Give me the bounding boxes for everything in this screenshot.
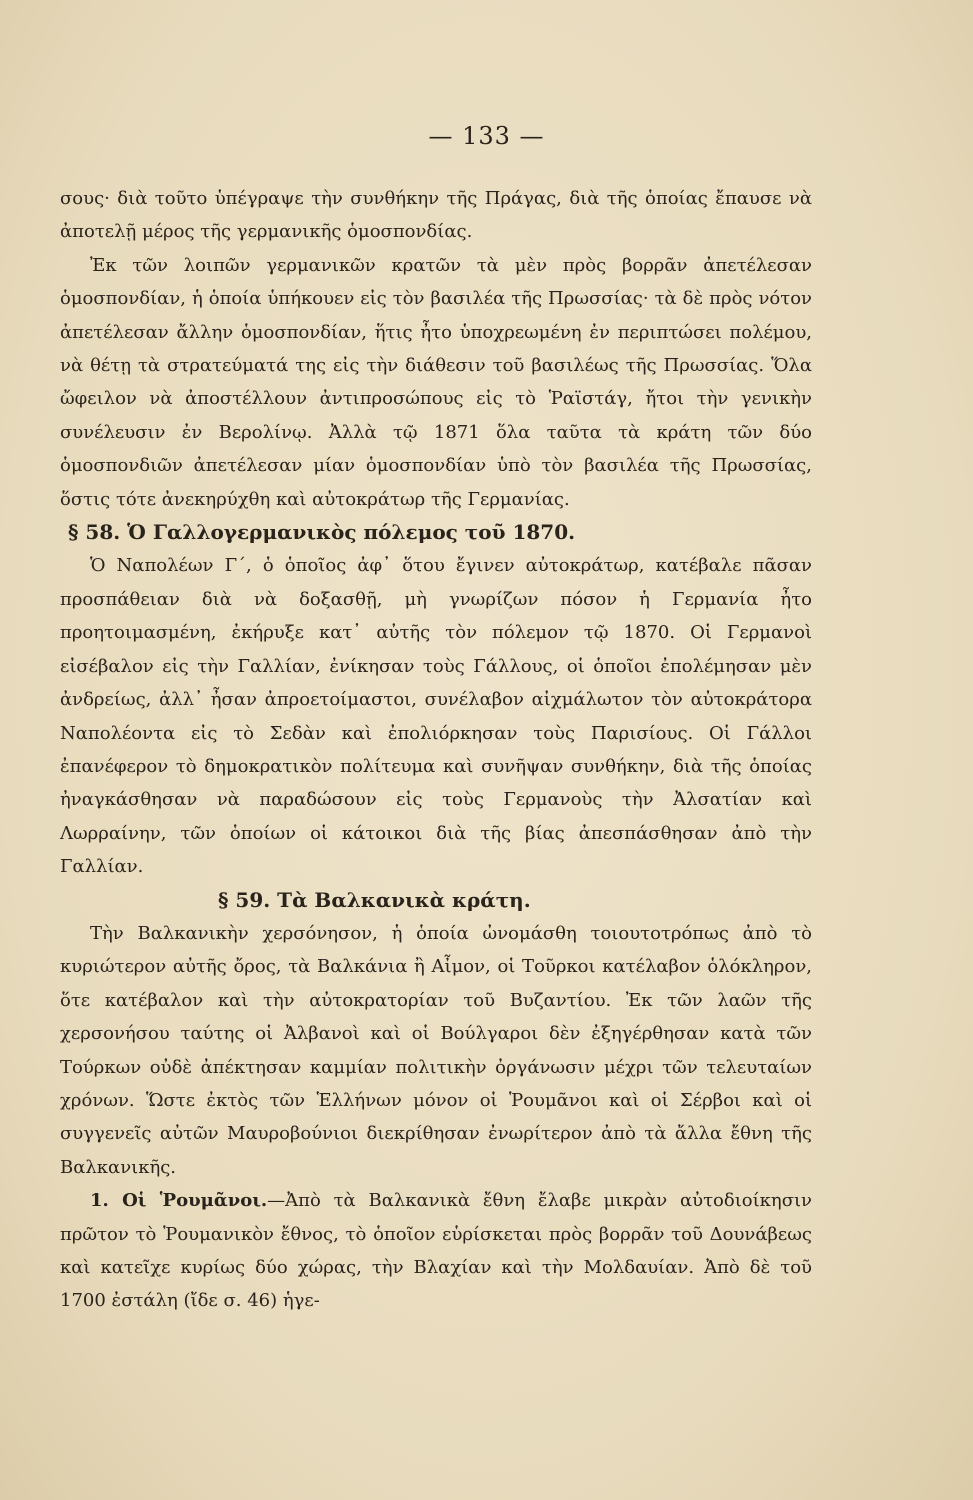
section-heading-59: § 59. Τὰ Βαλκανικὰ κράτη. xyxy=(218,887,531,912)
page-body xyxy=(60,182,812,1318)
paragraph: Ἐκ τῶν λοιπῶν γερμανικῶν κρατῶν τὰ μὲν πρὸς βορρᾶν ἀπετέλεσαν ὁμοσπονδίαν, ἡ ὁποία ὑπήκουεν εἰς τὸν βασιλέα τῆς Πρωσσίας· τὰ δὲ πρὸς νότον ἀπετέλεσαν ἄλλην ὁμοσπονδίαν, ἥτις ἦτο ὑποχρεωμένη ἐν περιπτώσει πολέμου, νὰ θέτῃ τὰ στρατεύματά της εἰς τὴν διάθεσιν τοῦ βασιλέως τῆς Πρωσσίας. Ὅλα ὤφειλον νὰ ἀποστέλλουν ἀντιπροσώπους εἰς τὸ Ῥαϊστάγ, ἤτοι τὴν γενικὴν συνέλευσιν ἐν Βερολίνῳ. Ἀλλὰ τῷ 1871 ὅλα ταῦτα τὰ κράτη τῶν δύο ὁμοσπονδιῶν ἀπετέλεσαν μίαν ὁμοσπονδίαν ὑπὸ τὸν βασιλέα τῆς Πρωσσίας, ὅστις τότε ἀνεκηρύχθη καὶ αὐτοκράτωρ τῆς Γερμανίας. xyxy=(60,254,812,510)
paragraph: σους· διὰ τοῦτο ὑπέγραψε τὴν συνθήκην τῆς Πράγας, διὰ τῆς ὁποίας ἔπαυσε νὰ ἀποτελῇ μέρος τῆς γερμανικῆς ὁμοσπονδίας. xyxy=(60,188,812,243)
section-59-text: Τὴν Βαλκανικὴν χερσόνησον, ἡ ὁποία ὠνομάσθη τοιουτοτρόπως ἀπὸ τὸ κυριώτερον αὐτῆς ὄρος, τὰ Βαλκάνια ἢ Αἶμον, οἱ Τοῦρκοι κατέλαβον ὁλόκληρον, ὅτε κατέβαλον καὶ τὴν αὐτοκρατορίαν τοῦ Βυζαντίου. Ἐκ τῶν λαῶν τῆς χερσονήσου ταύτης οἱ Ἀλβανοὶ καὶ οἱ Βούλγαροι δὲν ἐξηγέρθησαν κατὰ τῶν Τούρκων οὐδὲ ἀπέκτησαν καμμίαν πολιτικὴν ὀργάνωσιν μέχρι τῶν τελευταίων χρόνων. Ὥστε ἐκτὸς τῶν Ἑλλήνων μόνον οἱ Ῥουμᾶνοι καὶ οἱ Σέρβοι καὶ οἱ συγγενεῖς αὐτῶν Μαυροβούνιοι διεκρίθησαν ἐνωρίτερον ἀπὸ τὰ ἄλλα ἔθνη τῆς Βαλκανικῆς. xyxy=(60,922,812,1178)
section-58-text: Ὁ Ναπολέων Γ΄, ὁ ὁποῖος ἀφ᾽ ὅτου ἔγινεν αὐτοκράτωρ, κατέβαλε πᾶσαν προσπάθειαν διὰ νὰ δοξασθῇ, μὴ γνωρίζων πόσον ἡ Γερμανία ἦτο προητοιμασμένη, ἐκήρυξε κατ᾽ αὐτῆς τὸν πόλεμον τῷ 1870. Οἱ Γερμανοὶ εἰσέβαλον εἰς τὴν Γαλλίαν, ἐνίκησαν τοὺς Γάλλους, οἱ ὁποῖοι ἐπολέμησαν μὲν ἀνδρείως, ἀλλ᾽ ἦσαν ἀπροετοίμαστοι, συνέλαβον αἰχμάλωτον τὸν αὐτοκράτορα Ναπολέοντα εἰς τὸ Σεδὰν καὶ ἐπολιόρκησαν τοὺς Παρισίους. Οἱ Γάλλοι ἐπανέφερον τὸ δημοκρατικὸν πολίτευμα καὶ συνῆψαν συνθήκην, διὰ τῆς ὁποίας ἠναγκάσθησαν νὰ παραδώσουν εἰς τοὺς Γερμανοὺς τὴν Ἀλσατίαν καὶ Λωρραίνην, τῶν ὁποίων οἱ κάτοικοι διὰ τῆς βίας ἀπεσπάσθησαν ἀπὸ τὴν Γαλλίαν. xyxy=(60,555,812,878)
section-heading-58: § 58. Ὁ Γαλλογερμανικὸς πόλεμος τοῦ 1870. xyxy=(68,520,576,545)
page-number: — 133 — xyxy=(428,122,545,150)
subsection-text: —Ἀπὸ τὰ Βαλκανικὰ ἔθνη ἔλαβε μικρὰν αὐτοδιοίκησιν πρῶτον τὸ Ῥουμανικὸν ἔθνος, τὸ ὁποῖον εὑρίσκεται πρὸς βορρᾶν τοῦ Δουνάβεως καὶ κατεῖχε κυρίως δύο χώρας, τὴν Βλαχίαν καὶ τὴν Μολδαυίαν. Ἀπὸ δὲ τοῦ 1700 ἐστάλη (ἴδε σ. 46) ἡγε- xyxy=(60,1190,812,1312)
subsection-label: 1. Οἱ Ῥουμᾶνοι. xyxy=(90,1190,268,1212)
subsection-romanians xyxy=(60,1184,812,1318)
